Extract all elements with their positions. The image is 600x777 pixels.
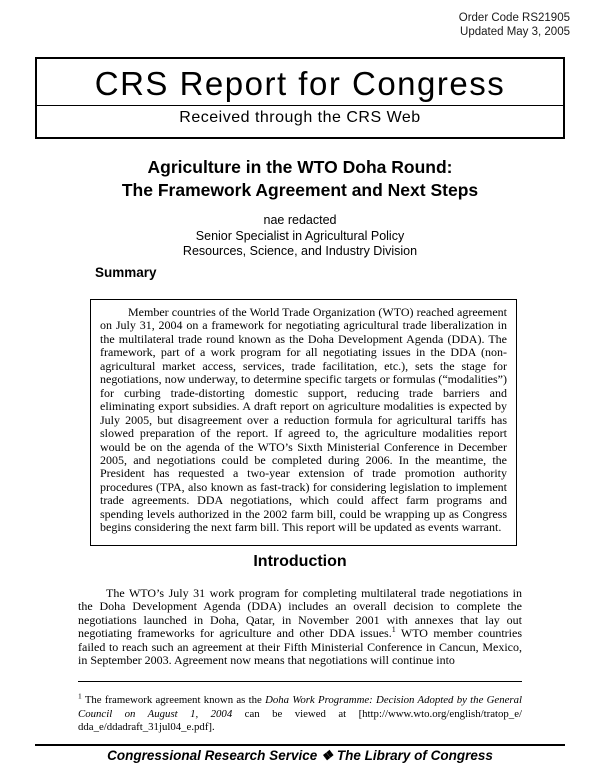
- author-block: [0, 213, 600, 260]
- footer-imprint: Congressional Research Service ❖ The Library of Congress: [107, 748, 493, 763]
- masthead-title: CRS Report for Congress: [94, 65, 506, 102]
- masthead-subtitle: Received through the CRS Web: [179, 109, 421, 126]
- author-name: nae redacted: [263, 213, 337, 227]
- author-division: Resources, Science, and Industry Division: [182, 244, 418, 258]
- footnote-separator: [78, 681, 522, 682]
- report-title-line1: Agriculture in the WTO Doha Round:: [147, 157, 453, 177]
- summary-heading: Summary: [95, 265, 157, 280]
- report-title: [0, 156, 600, 202]
- order-code: Order Code RS21905: [458, 12, 570, 24]
- author-title: Senior Specialist in Agricultural Policy: [195, 228, 405, 243]
- footnote-url-tail: dda_e/ddadraft_31jul04_e.pdf].: [78, 721, 215, 733]
- footnote-cited-title: Doha Work Programme: Decision Adopted by the General Council on August 1, 2004: [78, 694, 522, 720]
- updated-date: Updated May 3, 2005: [460, 25, 570, 38]
- footnote-url: can be viewed at [http://www.wto.org/english/tratop_e/: [232, 707, 522, 720]
- summary-paragraph: Member countries of the World Trade Organization (WTO) reached agreement on July 31, 2004 on a framework for negotiating agricultural trade liberalization in the multilateral trade round known as the Doha Development Agenda (DDA). The framework, part of a work program for all negotiating issues in the DDA (non-agricultural market access, services, trade facilitation, etc.), sets the stage for negotiations, now underway, to determine specific targets or formulas (“modalities”) for curbing trade-distorting domestic support, reducing trade barriers and eliminating export subsidies. A draft report on agriculture modalities is expected by July 2005, but disagreement over a reduction formula for agricultural tariffs has slowed preparation of the report. If agreed to, the agriculture modalities report would be on the agenda of the WTO’s Sixth Ministerial Conference in December 2005, and negotiations could be completed during 2006. In the meantime, the President has requested a two-year extension of trade promotion authority procedures (TPA, also known as fast-track) for considering legislation to implement trade agreements. DDA negotiations, which could affect farm programs and spending levels authorized in the 2002 farm bill, could be wrapping up as Congress begins considering the next farm bill. This report will be updated as events warrant.: [100, 305, 507, 535]
- masthead-box: [35, 57, 565, 139]
- footnote: [78, 691, 522, 735]
- footnote-text: The framework agreement known as the: [81, 694, 266, 706]
- footnote-reference: 1: [391, 625, 396, 635]
- footer-divider: [35, 744, 565, 746]
- introduction-heading: Introduction: [253, 553, 347, 570]
- introduction-text: The WTO’s July 31 work program for completing multilateral trade negotiations in the Doha Development Agenda (DDA) includes an overall decision to complete the negotiations launched in Doha, Qatar, in November 2001 with annexes that lay out negotiating frameworks for agriculture and other DDA issues.: [78, 586, 522, 641]
- order-code-block: [459, 12, 570, 39]
- report-title-line2: The Framework Agreement and Next Steps: [121, 180, 479, 200]
- introduction-text-continued: WTO member countries failed to reach such an agreement at their Fifth Ministerial Conference in Cancun, Mexico, in September 2003. Agreement now means that negotiations will continue into: [78, 626, 522, 668]
- footnote-marker: 1: [78, 691, 82, 701]
- summary-box: [90, 299, 517, 546]
- introduction-paragraph: [78, 587, 522, 668]
- masthead-divider: [37, 105, 563, 106]
